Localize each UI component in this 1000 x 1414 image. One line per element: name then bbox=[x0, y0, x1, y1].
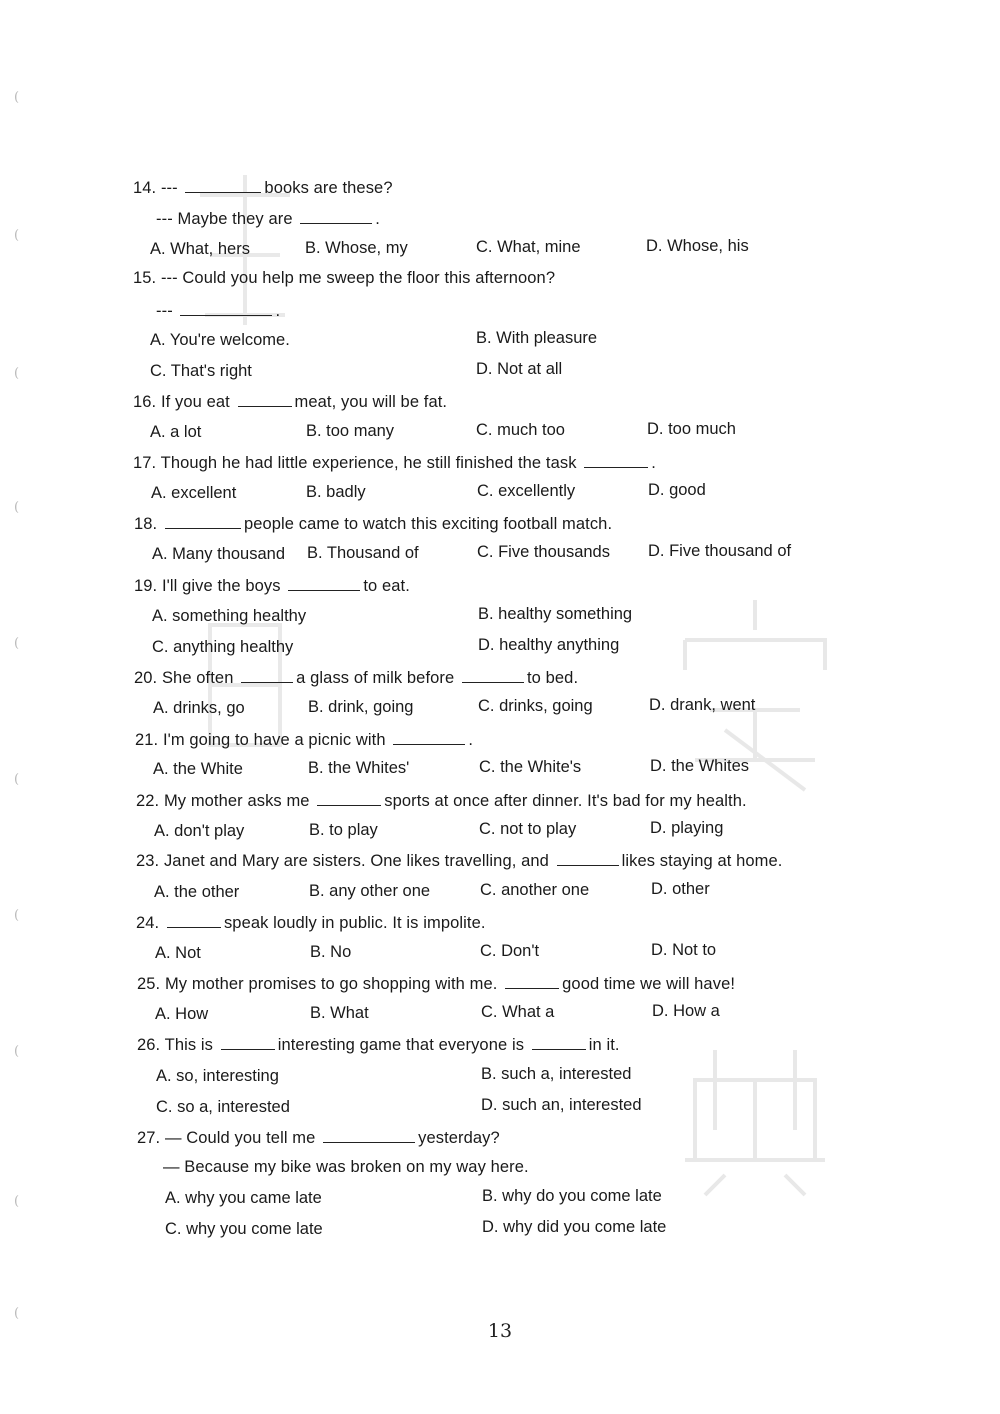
option-d[interactable]: D. healthy anything bbox=[478, 636, 620, 654]
margin-mark: ( bbox=[14, 228, 20, 243]
option-c[interactable]: C. Five thousands bbox=[477, 543, 610, 561]
option-c[interactable]: C. the White's bbox=[479, 758, 582, 776]
question-number: 26. bbox=[137, 1036, 161, 1054]
answer-blank bbox=[584, 452, 648, 468]
option-a[interactable]: A. What, hers bbox=[150, 240, 250, 258]
option-b[interactable]: B. the Whites' bbox=[308, 759, 410, 777]
option-c[interactable]: C. That's right bbox=[150, 362, 252, 380]
option-b[interactable]: B. What bbox=[310, 1004, 369, 1022]
option-a[interactable]: A. the other bbox=[154, 883, 240, 901]
option-b[interactable]: B. to play bbox=[309, 821, 378, 839]
watermark-graphic bbox=[665, 600, 845, 1200]
question-19-line-1: 19. I'll give the boys to eat. bbox=[134, 577, 410, 595]
option-c[interactable]: C. not to play bbox=[479, 820, 577, 838]
question-24-line-1: 24. speak loudly in public. It is impolite. bbox=[136, 914, 486, 932]
question-number: 23. bbox=[136, 852, 160, 870]
answer-blank bbox=[165, 513, 241, 529]
question-27-line-2: — Because my bike was broken on my way here. bbox=[163, 1158, 529, 1176]
question-number: 14. bbox=[133, 179, 157, 197]
option-d[interactable]: D. playing bbox=[650, 819, 724, 837]
margin-mark: ( bbox=[14, 772, 20, 787]
question-number: 16. bbox=[133, 393, 157, 411]
option-c[interactable]: C. another one bbox=[480, 881, 590, 899]
option-c[interactable]: C. drinks, going bbox=[478, 697, 593, 715]
option-b[interactable]: B. why do you come late bbox=[482, 1187, 662, 1205]
question-number: 21. bbox=[135, 731, 159, 749]
margin-mark: ( bbox=[14, 636, 20, 651]
answer-blank bbox=[221, 1034, 275, 1050]
question-17-line-1: 17. Though he had little experience, he still finished the task . bbox=[133, 454, 656, 472]
answer-blank bbox=[532, 1034, 586, 1050]
question-22-line-1: 22. My mother asks me sports at once after dinner. It's bad for my health. bbox=[136, 792, 747, 810]
option-a[interactable]: A. You're welcome. bbox=[150, 331, 290, 349]
option-d[interactable]: D. such an, interested bbox=[481, 1096, 642, 1114]
question-15-line-2: --- . bbox=[156, 302, 281, 320]
option-d[interactable]: D. Not to bbox=[651, 941, 717, 959]
option-b[interactable]: B. too many bbox=[306, 422, 395, 440]
answer-blank bbox=[288, 575, 360, 591]
option-b[interactable]: B. badly bbox=[306, 483, 366, 501]
option-c[interactable]: C. why you come late bbox=[165, 1220, 323, 1238]
question-26-line-1: 26. This is interesting game that everyone is in it. bbox=[137, 1036, 620, 1054]
question-27-line-1: 27. — Could you tell me yesterday? bbox=[137, 1129, 500, 1147]
option-c[interactable]: C. so a, interested bbox=[156, 1098, 290, 1116]
question-number: 15. bbox=[133, 269, 157, 287]
question-number: 17. bbox=[133, 454, 157, 472]
question-number: 20. bbox=[134, 669, 158, 687]
margin-mark: ( bbox=[14, 90, 20, 105]
option-a[interactable]: A. why you came late bbox=[165, 1189, 322, 1207]
option-a[interactable]: A. drinks, go bbox=[153, 699, 245, 717]
option-b[interactable]: B. healthy something bbox=[478, 605, 633, 623]
option-d[interactable]: D. How a bbox=[652, 1002, 720, 1020]
answer-blank bbox=[393, 729, 465, 745]
option-d[interactable]: D. drank, went bbox=[649, 696, 756, 714]
binding-margin bbox=[14, 0, 26, 1414]
option-b[interactable]: B. drink, going bbox=[308, 698, 414, 716]
question-20-line-1: 20. She often a glass of milk before to bed. bbox=[134, 669, 579, 687]
option-d[interactable]: D. why did you come late bbox=[482, 1218, 667, 1236]
option-b[interactable]: B. any other one bbox=[309, 882, 431, 900]
margin-mark: ( bbox=[14, 500, 20, 515]
option-c[interactable]: C. excellently bbox=[477, 482, 576, 500]
margin-mark: ( bbox=[14, 1044, 20, 1059]
option-d[interactable]: D. the Whites bbox=[650, 757, 750, 775]
option-b[interactable]: B. No bbox=[310, 943, 352, 961]
page-number: 13 bbox=[487, 1320, 513, 1342]
answer-blank bbox=[180, 300, 272, 316]
option-b[interactable]: B. Whose, my bbox=[305, 239, 408, 257]
question-14-line-2: --- Maybe they are . bbox=[156, 210, 380, 228]
margin-mark: ( bbox=[14, 366, 20, 381]
option-a[interactable]: A. Many thousand bbox=[152, 545, 285, 563]
option-a[interactable]: A. Not bbox=[155, 944, 201, 962]
question-15-line-1: 15. --- Could you help me sweep the floor this afternoon? bbox=[133, 269, 556, 287]
option-b[interactable]: B. such a, interested bbox=[481, 1065, 632, 1083]
option-a[interactable]: A. so, interesting bbox=[156, 1067, 279, 1085]
question-number: 22. bbox=[136, 792, 160, 810]
answer-blank bbox=[238, 391, 292, 407]
answer-blank bbox=[505, 973, 559, 989]
question-25-line-1: 25. My mother promises to go shopping with me. good time we will have! bbox=[137, 975, 736, 993]
option-c[interactable]: C. What, mine bbox=[476, 238, 581, 256]
option-d[interactable]: D. Five thousand of bbox=[648, 542, 792, 560]
answer-blank bbox=[557, 850, 619, 866]
answer-blank bbox=[462, 667, 524, 683]
answer-blank bbox=[300, 208, 372, 224]
question-16-line-1: 16. If you eat meat, you will be fat. bbox=[133, 393, 448, 411]
option-b[interactable]: B. With pleasure bbox=[476, 329, 598, 347]
question-number: 25. bbox=[137, 975, 161, 993]
option-c[interactable]: C. What a bbox=[481, 1003, 555, 1021]
question-14-line-1: 14. --- books are these? bbox=[133, 179, 393, 197]
option-a[interactable]: A. the White bbox=[153, 760, 243, 778]
option-a[interactable]: A. don't play bbox=[154, 822, 245, 840]
question-18-line-1: 18. people came to watch this exciting football match. bbox=[134, 515, 613, 533]
option-a[interactable]: A. something healthy bbox=[152, 607, 307, 625]
question-23-line-1: 23. Janet and Mary are sisters. One likes travelling, and likes staying at home. bbox=[136, 852, 783, 870]
option-c[interactable]: C. Don't bbox=[480, 942, 540, 960]
option-d[interactable]: D. good bbox=[648, 481, 706, 499]
margin-mark: ( bbox=[14, 1194, 20, 1209]
answer-blank bbox=[185, 177, 261, 193]
option-d[interactable]: D. other bbox=[651, 880, 710, 898]
answer-blank bbox=[241, 667, 293, 683]
option-a[interactable]: A. excellent bbox=[151, 484, 237, 502]
option-c[interactable]: C. much too bbox=[476, 421, 565, 439]
question-21-line-1: 21. I'm going to have a picnic with . bbox=[135, 731, 474, 749]
question-number: 24. bbox=[136, 914, 160, 932]
margin-mark: ( bbox=[14, 1306, 20, 1321]
option-b[interactable]: B. Thousand of bbox=[307, 544, 419, 562]
option-d[interactable]: D. Not at all bbox=[476, 360, 563, 378]
option-d[interactable]: D. Whose, his bbox=[646, 237, 749, 255]
question-number: 27. bbox=[137, 1129, 161, 1147]
option-a[interactable]: A. a lot bbox=[150, 423, 202, 441]
option-c[interactable]: C. anything healthy bbox=[152, 638, 294, 656]
answer-blank bbox=[317, 790, 381, 806]
margin-mark: ( bbox=[14, 908, 20, 923]
answer-blank bbox=[323, 1127, 415, 1143]
option-a[interactable]: A. How bbox=[155, 1005, 209, 1023]
option-d[interactable]: D. too much bbox=[647, 420, 736, 438]
question-number: 18. bbox=[134, 515, 158, 533]
answer-blank bbox=[167, 912, 221, 928]
question-number: 19. bbox=[134, 577, 158, 595]
